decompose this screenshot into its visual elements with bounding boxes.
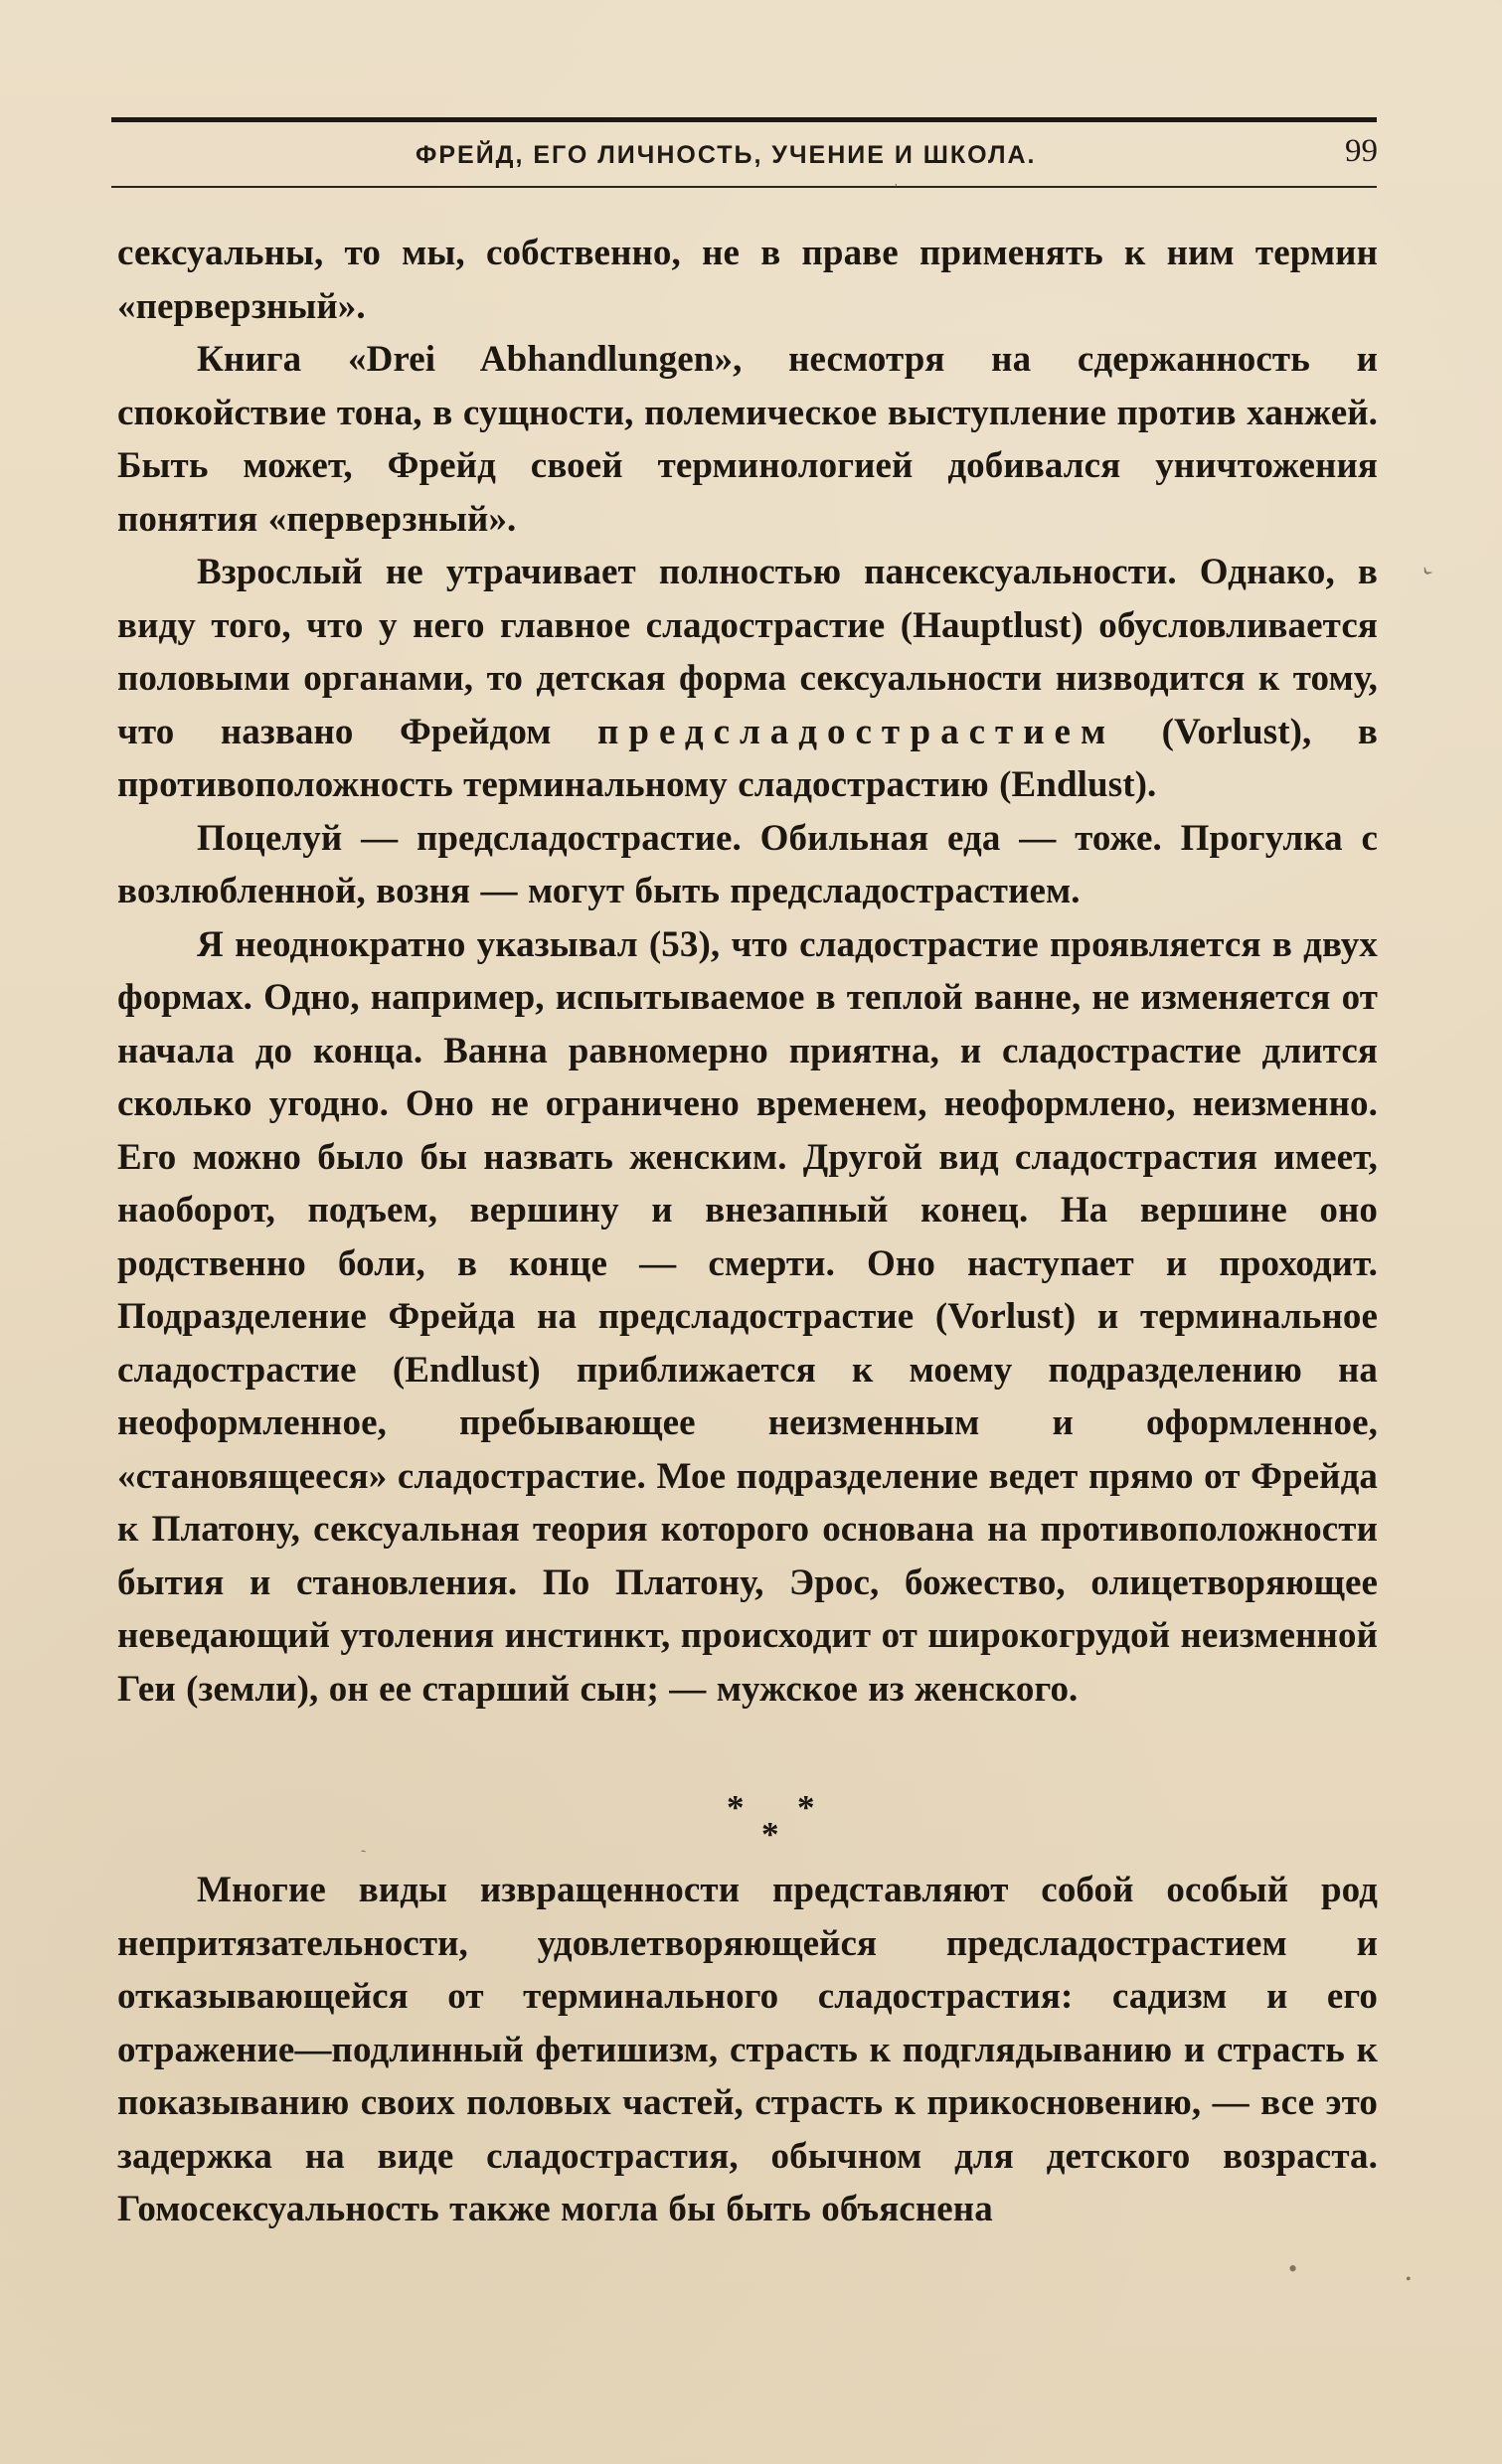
paragraph-4: Поцелуй — предсладострастие. Обильная еда — тоже. Прогулка с возлюбленной, возня — могут быть предсладострастием. [117,817,1378,911]
running-head: ФРЕЙД, ЕГО ЛИЧНОСТЬ, УЧЕНИЕ И ШКОЛА. [416,141,1037,169]
lower-text-block [117,1864,1378,2236]
separator-star-3: * [761,1815,779,1854]
paragraph-3-part-2: (Vorlust), в противоположность терминальному сладострастию (Endlust). [117,711,1378,805]
separator-star-2: * [797,1788,815,1827]
paragraph-3-part-1: Взрослый не утрачивает полностью пансексуальности. Однако, в виду того, что у него главное сладострастие (Hauptlust) обусловливается половыми органами, то детская форма сексуальности низводится к тому, что названо Фрейдом [117,552,1378,752]
page-number: 99 [1345,133,1378,169]
section-separator [0,1787,1502,1857]
paragraph-2: Книга «Drei Abhandlungen», несмотря на сдержанность и спокойствие тона, в сущности, полемическое выступление против ханжей. Быть может, Фрейд своей терминологией добивался уничтожения понятия «перверзный». [117,339,1378,540]
main-text-block [117,227,1378,1716]
paper-mark-icon: • [1406,2271,1412,2288]
emphasized-term: предсладострастием [597,711,1116,752]
header-top-rule [111,117,1377,122]
paper-mark-icon: • [1288,2254,1298,2283]
paper-mark-icon: ˏ [350,1832,368,1856]
paper-mark-icon: ˇ [1408,563,1435,595]
paper-mark-icon: ˈ [893,181,900,203]
paragraph-3 [117,546,1378,812]
paragraph-5: Я неоднократно указывал (53), что сладострастие проявляется в двух формах. Одно, например, испытываемое в теплой ванне, не изменяется от начала до конца. Ванна равномерно приятна, и сладострастие длится сколько угодно. Оно не ограничено временем, неоформлено, неизменно. Его можно было бы назвать женским. Другой вид сладострастия имеет, наоборот, подъем, вершину и внезапный конец. На вершине оно родственно боли, в конце — смерти. Оно наступает и проходит. Подразделение Фрейда на предсладострастие (Vorlust) и терминальное сладострастие (Endlust) приближается к моему подразделению на неоформленное, пребывающее неизменным и оформленное, «становящееся» сладострастие. Мое подразделение ведет прямо от Фрейда к Платону, сексуальная теория которого основана на противоположности бытия и становления. По Платону, Эрос, божество, олицетворяющее неведающий утоления инстинкт, происходит от широкогрудой неизменной Геи (земли), он ее старший сын; — мужское из женского. [117,923,1378,1710]
separator-star-1: * [727,1788,745,1827]
paragraph-6: Многие виды извращенности представляют собой особый род непритязательности, удовлетворяющейся предсладострастием и отказывающейся от терминального сладострастия: садизм и его отражение—подлинный фетишизм, страсть к подглядыванию и страсть к показыванию своих половых частей, страсть к прикосновению, — все это задержка на виде сладострастия, обычном для детского возраста. Гомосексуальность также могла бы быть объяснена [117,1870,1378,2229]
header-bottom-rule [111,186,1377,188]
paragraph-1: сексуальны, то мы, собственно, не в праве применять к ним термин «перверзный». [117,233,1378,327]
